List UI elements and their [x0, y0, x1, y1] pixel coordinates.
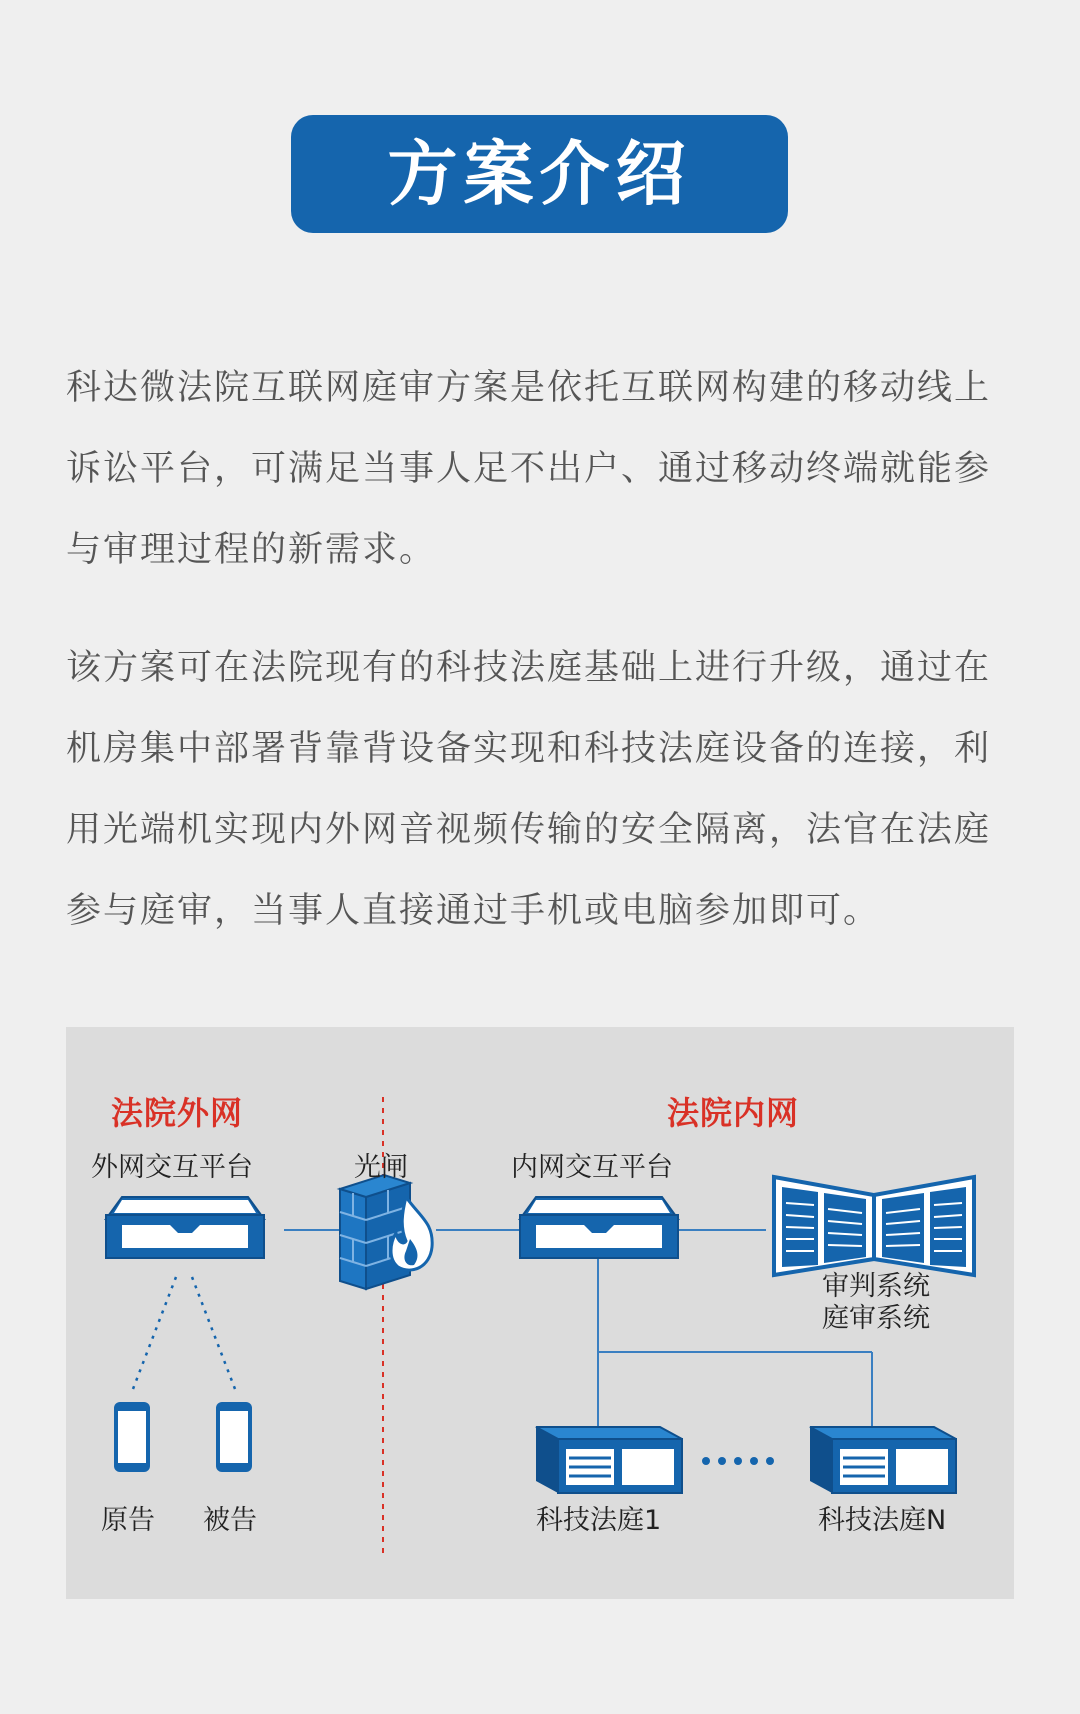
- inner-platform-label: 内网交互平台: [511, 1152, 673, 1183]
- phone-icon: [216, 1402, 252, 1472]
- system-label-1: 审判系统: [822, 1271, 930, 1302]
- book-icon: [774, 1177, 974, 1275]
- system-label-2: 庭审系统: [822, 1303, 930, 1334]
- intro-paragraph-1: 科达微法院互联网庭审方案是依托互联网构建的移动线上诉讼平台，可满足当事人足不出户、通过移动终端就能参与审理过程的新需求。: [66, 368, 992, 570]
- court-n-label: 科技法庭N: [818, 1505, 947, 1536]
- link-defendant: [192, 1277, 235, 1389]
- zone-outer-label: 法院外网: [111, 1094, 244, 1132]
- network-diagram: [66, 1027, 1014, 1599]
- plaintiff-label: 原告: [101, 1505, 155, 1536]
- title-banner: [291, 115, 788, 233]
- court-device-icon: [810, 1427, 956, 1493]
- gateway-label: 光闸: [354, 1152, 408, 1183]
- court-1-label: 科技法庭1: [536, 1505, 662, 1536]
- server-icon: [106, 1197, 264, 1258]
- zone-inner-label: 法院内网: [667, 1094, 800, 1132]
- page-title: 方案介绍: [387, 133, 692, 215]
- court-device-icon: [536, 1427, 682, 1493]
- phone-icon: [114, 1402, 150, 1472]
- intro-paragraph-2: 该方案可在法院现有的科技法庭基础上进行升级，通过在机房集中部署背靠背设备实现和科技法庭设备的连接，利用光端机实现内外网音视频传输的安全隔离，法官在法庭参与庭审，当事人直接通过手机或电脑参加即可。: [66, 648, 992, 931]
- link-plaintiff: [133, 1277, 176, 1389]
- server-icon: [520, 1197, 678, 1258]
- outer-platform-label: 外网交互平台: [91, 1152, 253, 1183]
- ellipsis-dots: [702, 1457, 774, 1465]
- defendant-label: 被告: [203, 1505, 257, 1536]
- firewall-icon: [340, 1175, 432, 1289]
